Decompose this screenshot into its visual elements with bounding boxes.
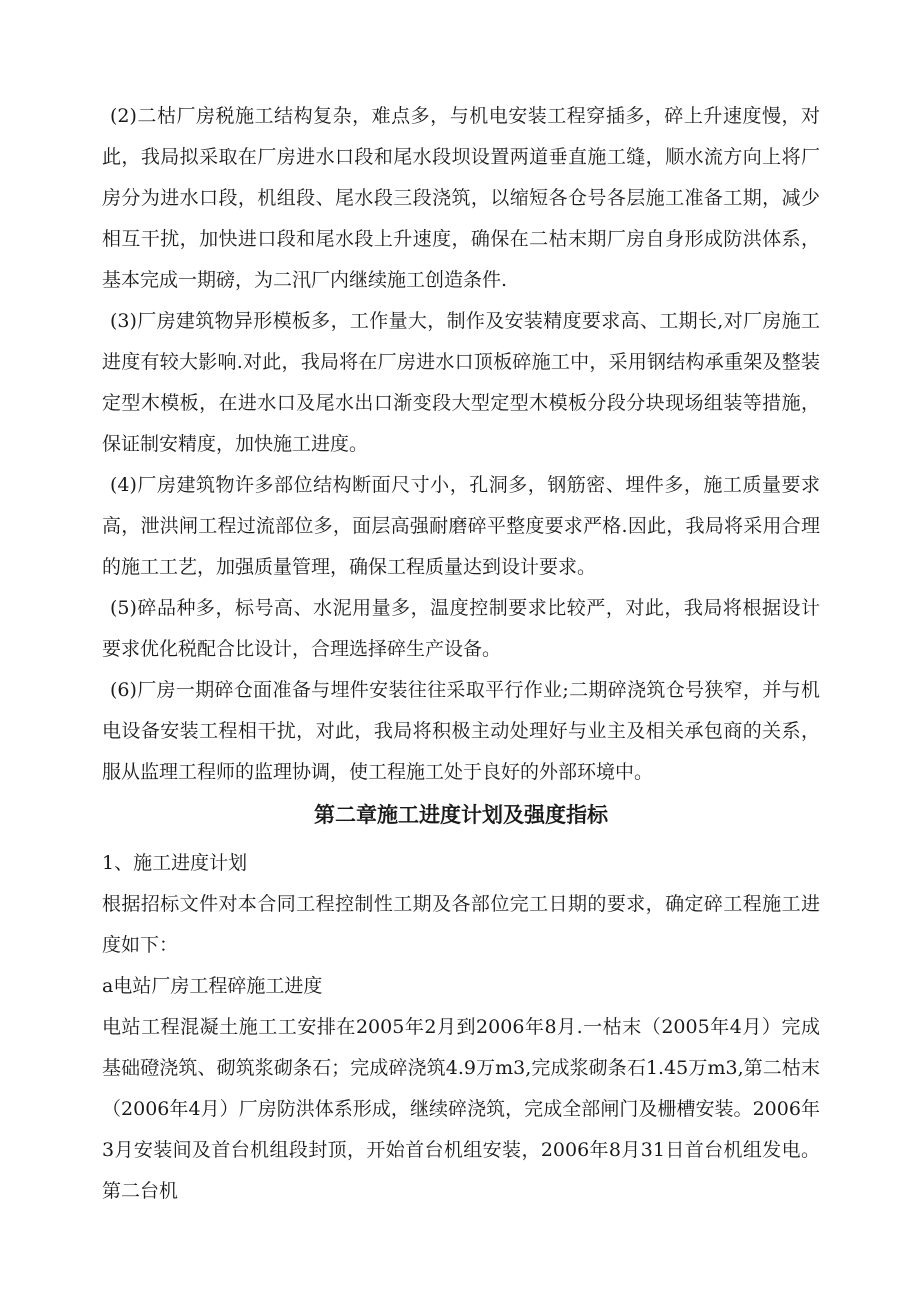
paragraph-6: (6)厂房一期碎仓面准备与埋件安装往往采取平行作业;二期碎浇筑仓号狭窄，并与机电设备安装工程相干扰，对此，我局将积极主动处理好与业主及相关承包商的关系，服从监理工程师的监理协调，使工程施工处于良好的外部环境中。 xyxy=(102,679,820,783)
intro-paragraph: 根据招标文件对本合同工程控制性工期及各部位完工日期的要求，确定碎工程施工进度如下： xyxy=(102,893,820,956)
paragraph-5: (5)碎品种多，标号高、水泥用量多，温度控制要求比较严，对此，我局将根据设计要求优化税配合比设计，合理选择碎生产设备。 xyxy=(102,597,820,660)
subsection-title: a电站厂房工程碎施工进度 xyxy=(102,975,323,997)
paragraph-4: (4)厂房建筑物许多部位结构断面尺寸小，孔洞多，钢筋密、埋件多，施工质量要求高，泄洪闸工程过流部位多，面层高强耐磨碎平整度要求严格.因此，我局将采用合理的施工工艺，加强质量管理，确保工程质量达到设计要求。 xyxy=(102,474,820,578)
body-paragraph: 电站工程混凝土施工工安排在2005年2月到2006年8月.一枯末（2005年4月）完成基础磴浇筑、砌筑浆砌条石；完成碎浇筑4.9万m3,完成浆砌条石1.45万m3,第二枯末（2006年4月）厂房防洪体系形成，继续碎浇筑，完成全部闸门及栅槽安装。2006年3月安装间及首台机组段封顶，开始首台机组安装，2006年8月31日首台机组发电。第二台机 xyxy=(102,1016,820,1202)
section-title: 1、施工进度计划 xyxy=(102,852,248,874)
paragraph-2: (2)二枯厂房税施工结构复杂，难点多，与机电安装工程穿插多，碎上升速度慢，对此，我局拟采取在厂房进水口段和尾水段坝设置两道垂直施工缝，顺水流方向上将厂房分为进水口段，机组段、尾水段三段浇筑，以缩短各仓号各层施工准备工期，减少相互干扰，加快进口段和尾水段上升速度，确保在二枯末期厂房自身形成防洪体系，基本完成一期磅，为二汛厂内继续施工创造条件. xyxy=(102,105,820,291)
chapter-title: 第二章施工进度计划及强度指标 xyxy=(314,803,608,827)
paragraph-3: (3)厂房建筑物异形模板多，工作量大，制作及安装精度要求高、工期长,对厂房施工进度有较大影响.对此，我局将在厂房进水口顶板碎施工中，采用钢结构承重架及整装定型木模板，在进水口及尾水出口渐变段大型定型木模板分段分块现场组装等措施，保证制安精度，加快施工进度。 xyxy=(102,310,820,455)
